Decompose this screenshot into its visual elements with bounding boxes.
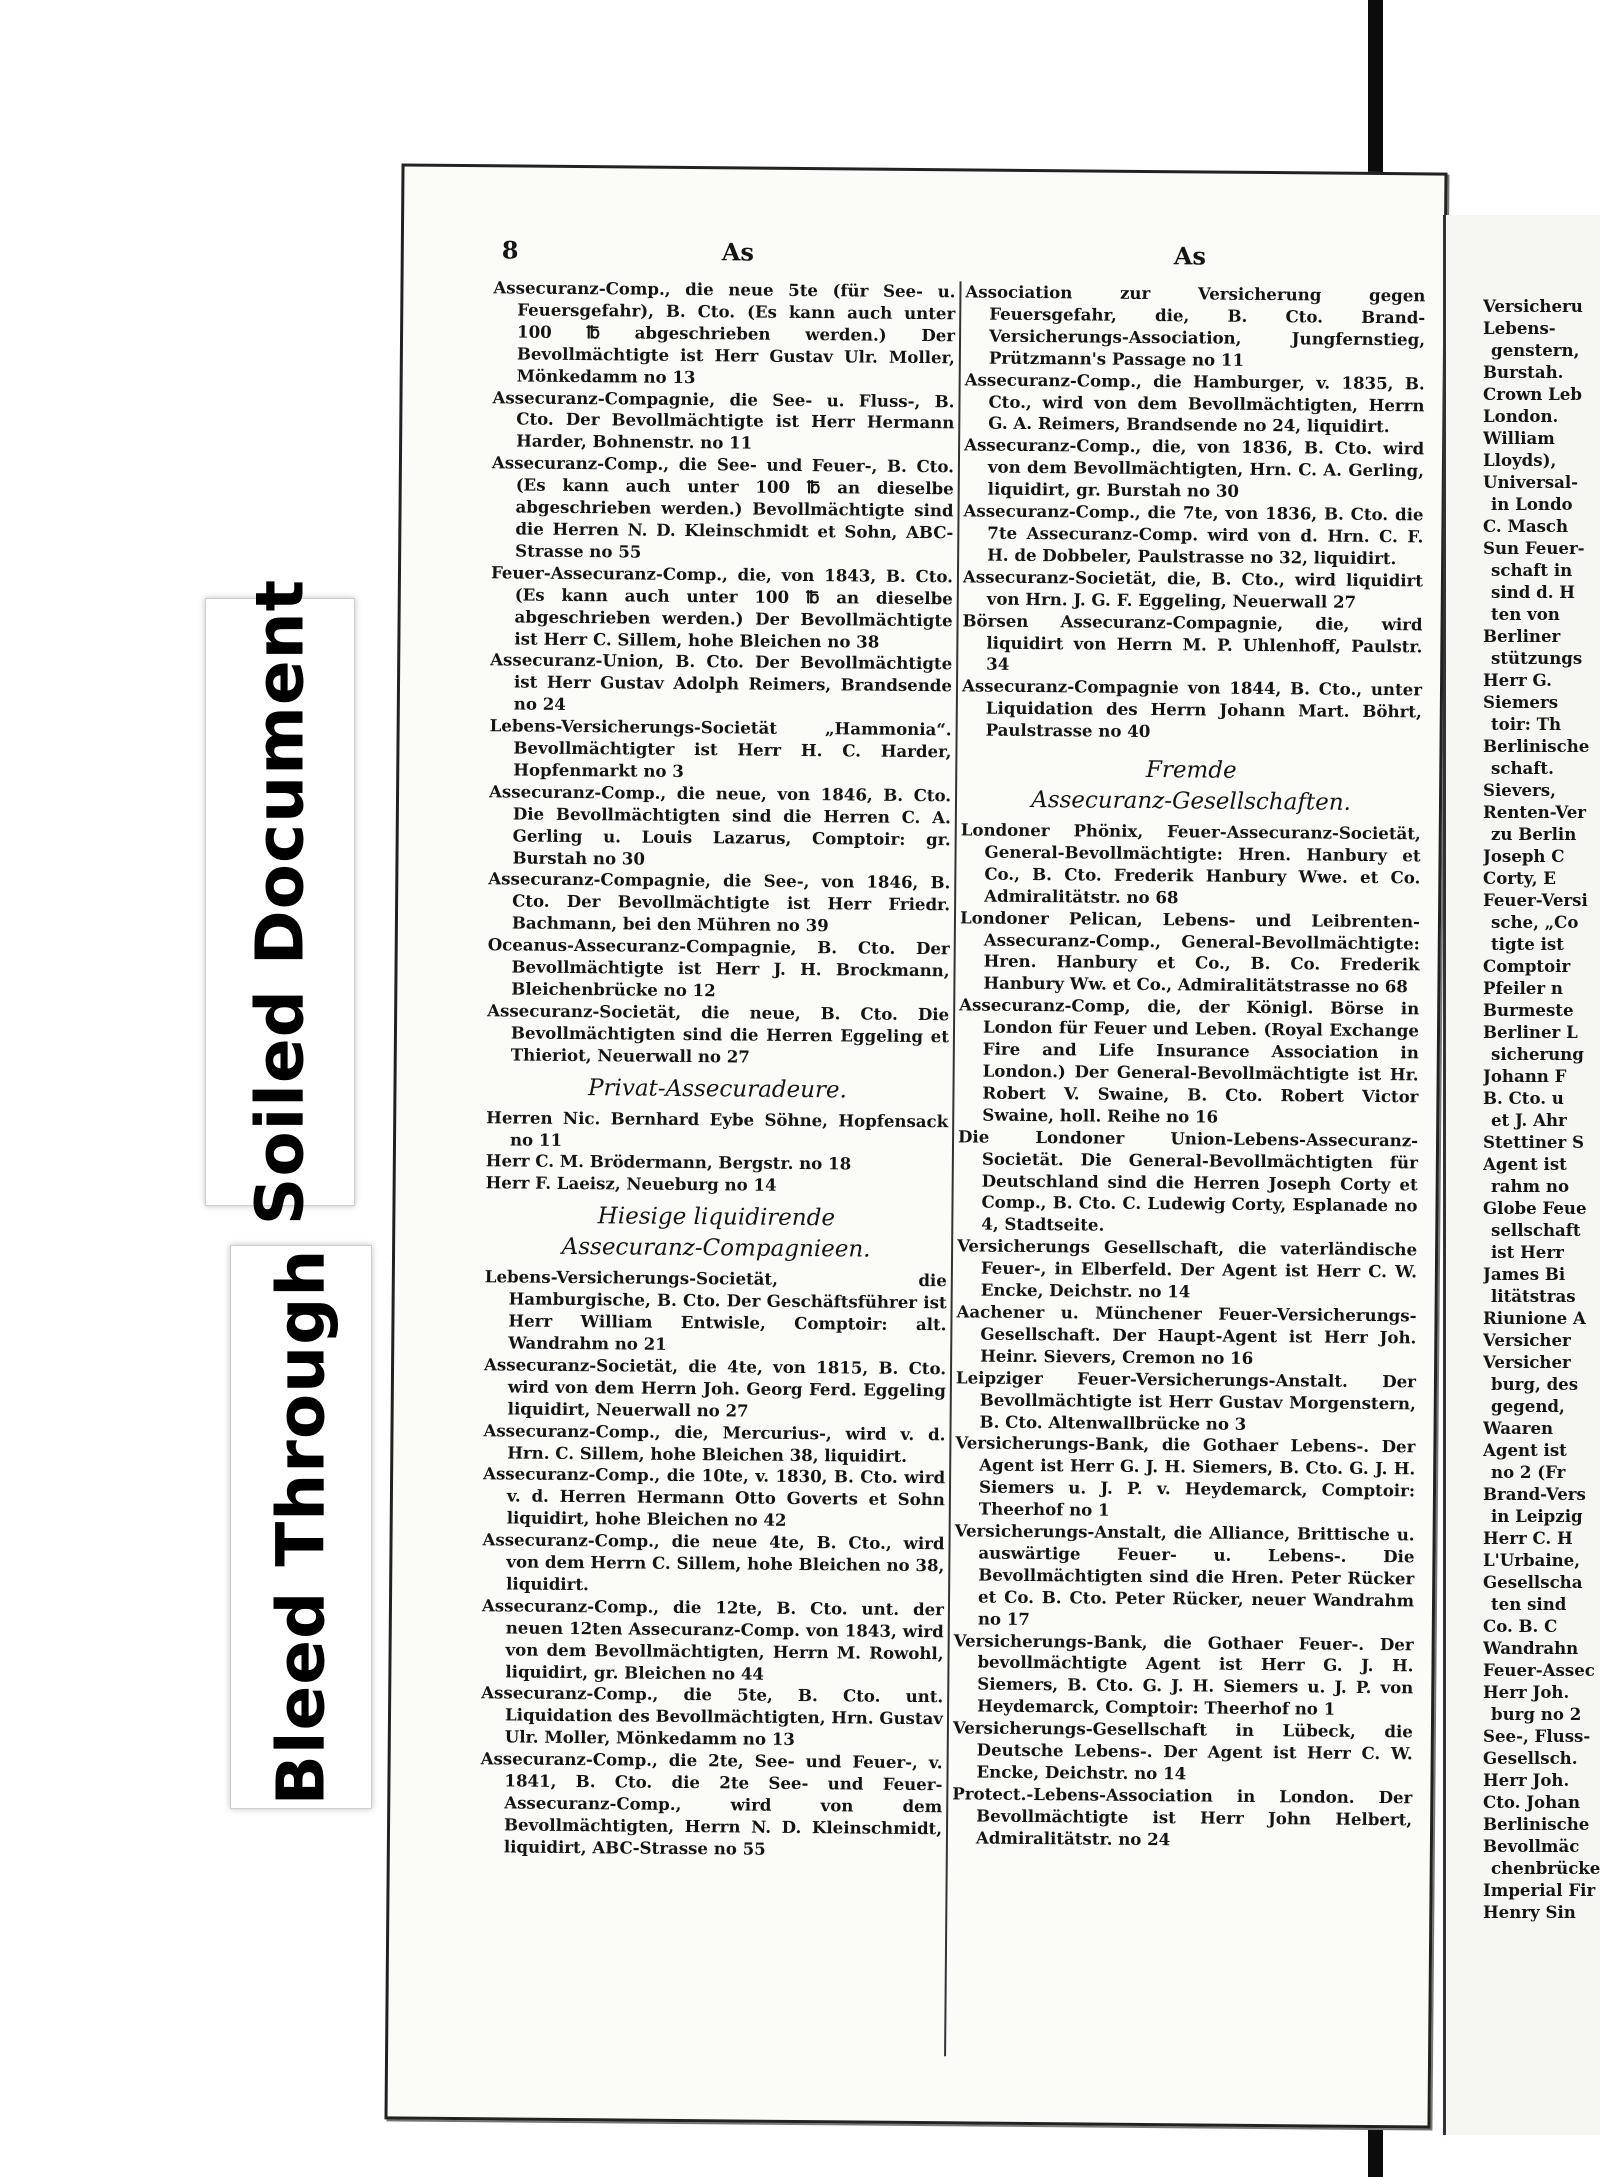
- directory-entry: Versicherungs-Bank, die Gothaer Lebens-. Der Agent ist Herr G. J. H. Siemers, B. Cto. G. J. H. Siemers u. J. P. v. Heydemarck, Comptoir: Theerhof no 1: [955, 1432, 1416, 1520]
- facing-page-line: Gesellscha: [1483, 1572, 1583, 1592]
- directory-entry: Börsen Assecuranz-Compagnie, die, wird liquidirt von Herrn M. P. Uhlenhoff, Paulstr. 34: [962, 609, 1423, 675]
- directory-entry: Herr F. Laeisz, Neueburg no 14: [485, 1172, 777, 1196]
- section-heading-assecuranz-compagnieen: Assecuranz-Compagnieen.: [561, 1234, 871, 1263]
- facing-page-line: Agent ist: [1483, 1440, 1567, 1460]
- directory-entry: Lebens-Versicherungs-Societät, die Hamburgische, B. Cto. Der Geschäftsführer ist Herr William Entwisle, Comptoir: alt. Wandrahm no 21: [484, 1266, 947, 1354]
- directory-entry: Assecuranz-Comp, die, der Königl. Börse in London für Feuer und Leben. (Royal Exchange Fire and Life Insurance Association in London.) Der General-Bevollmächtigte ist Hr. Robert V. Swaine, B. Cto. Robert Victor Swaine, holl. Reihe no 16: [959, 994, 1420, 1127]
- facing-page-line: Lloyds),: [1483, 450, 1557, 470]
- facing-page-line: gegend,: [1491, 1396, 1565, 1416]
- facing-page-line: Berlinische: [1483, 1814, 1590, 1834]
- directory-entry: Assecuranz-Compagnie, die See-, von 1846, B. Cto. Der Bevollmächtigte ist Herr Friedr. Bachmann, bei den Mühren no 39: [488, 868, 951, 936]
- page-number: 8: [501, 235, 519, 265]
- facing-page-line: zu Berlin: [1491, 824, 1577, 844]
- bleed-through-label-text: Bleed Through: [262, 1248, 340, 1806]
- facing-page-line: Wandrahn: [1483, 1638, 1579, 1658]
- facing-page-line: litätstras: [1491, 1286, 1576, 1306]
- directory-entry: Assecuranz-Compagnie von 1844, B. Cto., unter Liquidation des Herrn Johann Mart. Böhrt, Paulstrasse no 40: [961, 675, 1423, 742]
- facing-page-line: Feuer-Assec: [1483, 1660, 1595, 1680]
- directory-entry: Assecuranz-Societät, die, B. Cto., wird liquidirt von Hrn. J. G. F. Eggeling, Neuerwall 27: [962, 566, 1424, 612]
- facing-page-line: ist Herr: [1491, 1242, 1564, 1262]
- directory-entry: Herr C. M. Brödermann, Bergstr. no 18: [485, 1150, 852, 1174]
- facing-page-line: See-, Fluss-: [1483, 1726, 1591, 1746]
- facing-page-line: Renten-Ver: [1483, 802, 1587, 822]
- facing-page-line: Crown Leb: [1483, 384, 1582, 404]
- right-column: [952, 281, 1426, 1853]
- directory-entry: Association zur Versicherung gegen Feuersgefahr, die, B. Cto. Brand-Versicherungs-Association, Jungfernstieg, Prützmann's Passage no 11: [965, 281, 1426, 370]
- facing-page-line: Brand-Vers: [1483, 1484, 1586, 1504]
- facing-page-line: Pfeiler n: [1483, 978, 1563, 998]
- facing-page-line: in Leipzig: [1491, 1506, 1583, 1526]
- facing-page-line: sche, „Co: [1491, 912, 1579, 932]
- facing-page-line: Herr Joh.: [1483, 1682, 1570, 1702]
- facing-page-line: Herr G.: [1483, 670, 1552, 690]
- directory-entry: Assecuranz-Comp., die neue 5te (für See- u. Feuersgefahr), B. Cto. (Es kann auch unter 100 ℔ abgeschrieben werden.) Der Bevollmächtigte ist Herr Gustav Ulr. Moller, Mönkedamm no 13: [493, 277, 956, 387]
- facing-page-line: Sun Feuer-: [1483, 538, 1585, 558]
- directory-entry: Assecuranz-Comp., die neue 4te, B. Cto., wird von dem Herrn C. Sillem, hohe Bleichen no 38, liquidirt.: [482, 1529, 945, 1595]
- directory-page: [384, 163, 1447, 2128]
- facing-page-line: rahm no: [1491, 1176, 1570, 1196]
- facing-page-line: C. Masch: [1483, 516, 1569, 536]
- facing-page-line: Cto. Johan: [1483, 1792, 1581, 1812]
- facing-page-line: toir: Th: [1491, 714, 1562, 734]
- facing-page-line: sicherung: [1491, 1044, 1584, 1064]
- facing-page-strip: [1443, 215, 1600, 2135]
- facing-page-line: Gesellsch.: [1483, 1748, 1578, 1768]
- soiled-document-label: [205, 578, 355, 1226]
- directory-entry: Londoner Phönix, Feuer-Assecuranz-Societät, General-Bevollmächtigte: Hren. Hanbury et Co., B. Cto. Frederik Hanbury Wwe. et Co. Admiralitätstr. no 68: [960, 819, 1421, 908]
- directory-entry: Feuer-Assecuranz-Comp., die, von 1843, B. Cto. (Es kann auch unter 100 ℔ an dieselbe abgeschrieben werden.) Der Bevollmächtigte ist Herr C. Sillem, hohe Bleichen no 38: [490, 562, 954, 652]
- directory-entry: Assecuranz-Comp., die 7te, von 1836, B. Cto. die 7te Assecuranz-Comp. wird von d. Hrn. C. F. H. de Dobbeler, Paulstrasse no 32, liquidirt.: [963, 500, 1424, 569]
- facing-page-line: schaft.: [1491, 758, 1554, 778]
- facing-page-line: London.: [1483, 406, 1559, 426]
- facing-page-line: Riunione A: [1483, 1308, 1586, 1328]
- facing-page-line: burg, des: [1491, 1374, 1579, 1394]
- directory-entry: Assecuranz-Comp., die 12te, B. Cto. unt. der neuen 12ten Assecuranz-Comp. von 1843, wird von dem Bevollmächtigten, Herrn M. Rowohl, liquidirt, gr. Bleichen no 44: [481, 1595, 945, 1684]
- facing-page-line: Universal-: [1483, 472, 1579, 492]
- facing-page-line: stützungs: [1491, 648, 1583, 668]
- facing-page-line: Versicheru: [1483, 296, 1583, 316]
- directory-entry: Assecuranz-Comp., die neue, von 1846, B. Cto. Die Bevollmächtigten sind die Herren C. A. Gerling u. Louis Lazarus, Comptoir: gr. Burstah no 30: [488, 781, 952, 869]
- directory-entry: Herren Nic. Bernhard Eybe Söhne, Hopfensack no 11: [486, 1106, 949, 1150]
- facing-page-line: Sievers,: [1483, 780, 1556, 800]
- facing-page-line: Henry Sin: [1483, 1902, 1576, 1922]
- directory-entry: Assecuranz-Comp., die 2te, See- und Feuer-, v. 1841, B. Cto. die 2te See- und Feuer-Assecuranz-Comp., wird von dem Bevollmächtigten, Herrn N. D. Kleinschmidt, liquidirt, ABC-Strasse no 55: [480, 1748, 943, 1859]
- facing-page-line: Burmeste: [1483, 1000, 1574, 1020]
- facing-page-line: Imperial Fir: [1483, 1880, 1596, 1900]
- facing-page-line: sellschaft: [1491, 1220, 1581, 1240]
- facing-page-line: Waaren: [1483, 1418, 1554, 1438]
- facing-page-line: Globe Feue: [1483, 1198, 1587, 1218]
- facing-page-line: Co. B. C: [1483, 1616, 1558, 1636]
- directory-entry: Assecuranz-Comp., die See- und Feuer-, B. Cto. (Es kann auch unter 100 ℔ an dieselbe abgeschrieben werden.) Bevollmächtigte sind die Herren N. D. Kleinschmidt et Sohn, ABC-Strasse no 55: [491, 452, 955, 562]
- facing-page-line: ten sind: [1491, 1594, 1567, 1614]
- facing-page-line: William: [1483, 428, 1555, 448]
- facing-page-line: Stettiner S: [1483, 1132, 1584, 1152]
- facing-page-line: Versicher: [1483, 1352, 1571, 1372]
- directory-entry: Assecuranz-Comp., die, von 1836, B. Cto. wird von dem Bevollmächtigten, Hrn. C. A. Gerling, liquidirt, gr. Burstah no 30: [964, 434, 1425, 501]
- facing-page-line: in Londo: [1491, 494, 1573, 514]
- facing-page-line: Berliner: [1483, 626, 1561, 646]
- directory-entry: Versicherungs-Bank, die Gothaer Feuer-. Der bevollmächtigte Agent ist Herr G. J. H. Siemers, B. Cto. G. J. H. Siemers u. J. P. von Heydemarck, Comptoir: Theerhof no 1: [953, 1629, 1414, 1719]
- directory-entry: Assecuranz-Union, B. Cto. Der Bevollmächtigte ist Herr Gustav Adolph Reimers, Brandsende no 24: [490, 649, 953, 715]
- section-heading-privat: Privat-Assecuradeure.: [587, 1074, 848, 1104]
- directory-entry: Assecuranz-Comp., die 10te, v. 1830, B. Cto. wird v. d. Herren Hermann Otto Goverts et Sohn liquidirt, hohe Bleichen no 42: [483, 1463, 946, 1531]
- left-column: [480, 277, 956, 1862]
- facing-page-line: Corty, E: [1483, 868, 1556, 888]
- directory-entry: Lebens-Versicherungs-Societät „Hammonia“. Bevollmächtigter ist Herr H. C. Harder, Hopfenmarkt no 3: [489, 715, 952, 781]
- facing-page-line: sind d. H: [1491, 582, 1575, 602]
- running-head-left: As: [721, 237, 755, 267]
- running-head-right: As: [1173, 241, 1207, 271]
- facing-page-line: L'Urbaine,: [1483, 1550, 1581, 1570]
- facing-page-line: tigte ist: [1491, 934, 1564, 954]
- entry-group-domestic: [487, 277, 956, 1070]
- facing-page-line: Herr Joh.: [1483, 1770, 1570, 1790]
- directory-entry: Protect.-Lebens-Association in London. Der Bevollmächtigte ist Herr John Helbert, Admiralitätstr. no 24: [952, 1783, 1413, 1849]
- facing-page-lines: [1483, 295, 1600, 1923]
- directory-entry: Versicherungs-Anstalt, die Alliance, Brittische u. auswärtige Feuer- u. Lebens-. Die Bevollmächtigten sind die Hren. Peter Rücker et Co. B. Cto. Peter Rücker, neuer Wandrahm no 17: [954, 1520, 1415, 1629]
- directory-entry: Londoner Pelican, Lebens- und Leibrenten-Assecuranz-Comp., General-Bevollmächtigte: Hren. Hanbury et Co., B. Co. Frederik Hanbury Ww. et Co., Admiralitätstrasse no 68: [959, 907, 1421, 997]
- facing-page-line: Joseph C: [1483, 846, 1565, 866]
- soiled-document-label-text: Soiled Document: [241, 578, 319, 1226]
- directory-entry: Aachener u. Münchener Feuer-Versicherungs-Gesellschaft. Der Haupt-Agent ist Herr Joh. Heinr. Sievers, Cremon no 16: [956, 1301, 1417, 1368]
- directory-entry: Assecuranz-Societät, die neue, B. Cto. Die Bevollmächtigten sind die Herren Eggeling et Thieriot, Neuerwall no 27: [487, 1000, 950, 1067]
- facing-page-line: Berlinische: [1483, 736, 1590, 756]
- section-heading-liquidirende: Hiesige liquidirende: [597, 1203, 836, 1232]
- directory-entry: Versicherungs Gesellschaft, die vaterländische Feuer-, in Elberfeld. Der Agent ist Herr C. W. Encke, Deichstr. no 14: [957, 1235, 1418, 1302]
- directory-entry: Leipziger Feuer-Versicherungs-Anstalt. Der Bevollmächtigte ist Herr Gustav Morgenstern, B. Cto. Altenwallbrücke no 3: [955, 1367, 1417, 1434]
- directory-entry: Assecuranz-Compagnie, die See- u. Fluss-, B. Cto. Der Bevollmächtigte ist Herr Hermann Harder, Bohnenstr. no 11: [492, 386, 955, 453]
- facing-page-line: schaft in: [1491, 560, 1573, 580]
- facing-page-line: no 2 (Fr: [1491, 1462, 1566, 1482]
- section-heading-gesellschaften: Assecuranz-Gesellschaften.: [1031, 787, 1351, 816]
- facing-page-line: James Bi: [1483, 1264, 1566, 1284]
- facing-page-line: Agent ist: [1483, 1154, 1567, 1174]
- facing-page-line: genstern,: [1491, 340, 1580, 360]
- directory-entry: Assecuranz-Comp., die 5te, B. Cto. unt. Liquidation des Bevollmächtigten, Hrn. Gustav Ulr. Moller, Mönkedamm no 13: [481, 1682, 944, 1750]
- directory-entry: Oceanus-Assecuranz-Compagnie, B. Cto. Der Bevollmächtigte ist Herr J. H. Brockmann, Bleichenbrücke no 12: [487, 934, 950, 1001]
- bleed-through-label: [230, 1245, 372, 1809]
- facing-page-line: chenbrücke: [1491, 1858, 1600, 1878]
- facing-page-line: Berliner L: [1483, 1022, 1578, 1042]
- section-heading-fremde: Fremde: [1145, 757, 1237, 784]
- facing-page-line: et J. Ahr: [1491, 1110, 1567, 1130]
- facing-page-line: Siemers: [1483, 692, 1559, 712]
- facing-page-line: Feuer-Versi: [1483, 890, 1588, 910]
- facing-page-line: Bevollmäc: [1483, 1836, 1580, 1856]
- directory-entry: Assecuranz-Societät, die 4te, von 1815, B. Cto. wird von dem Herrn Joh. Georg Ferd. Eggeling liquidirt, Neuerwall no 27: [483, 1354, 947, 1421]
- directory-entry: Versicherungs-Gesellschaft in Lübeck, die Deutsche Lebens-. Der Agent ist Herr C. W. Encke, Deichstr. no 14: [952, 1717, 1413, 1784]
- facing-page-line: Burstah.: [1483, 362, 1564, 382]
- facing-page-line: Lebens-: [1483, 318, 1556, 338]
- directory-entry: Die Londoner Union-Lebens-Assecuranz-Societät. Die General-Bevollmächtigten für Deutschland sind die Herren Joseph Corty et Comp., B. Cto. C. Ludewig Corty, Esplanade no 4, Stadtseite.: [958, 1126, 1419, 1235]
- directory-entry: Assecuranz-Comp., die Hamburger, v. 1835, B. Cto., wird von dem Bevollmächtigten, Herrn G. A. Reimers, Brandsende no 24, liquidirt.: [964, 369, 1425, 437]
- facing-page-line: burg no 2: [1491, 1704, 1582, 1724]
- facing-page-line: Johann F: [1483, 1066, 1567, 1086]
- facing-page-line: B. Cto. u: [1483, 1088, 1564, 1108]
- facing-page-line: ten von: [1491, 604, 1560, 624]
- facing-page-line: Comptoir: [1483, 956, 1571, 976]
- directory-entry: Assecuranz-Comp., die, Mercurius-, wird v. d. Hrn. C. Sillem, hohe Bleichen 38, liquidirt.: [483, 1419, 946, 1466]
- facing-page-line: Herr C. H: [1483, 1528, 1573, 1548]
- facing-page-line: Versicher: [1483, 1330, 1571, 1350]
